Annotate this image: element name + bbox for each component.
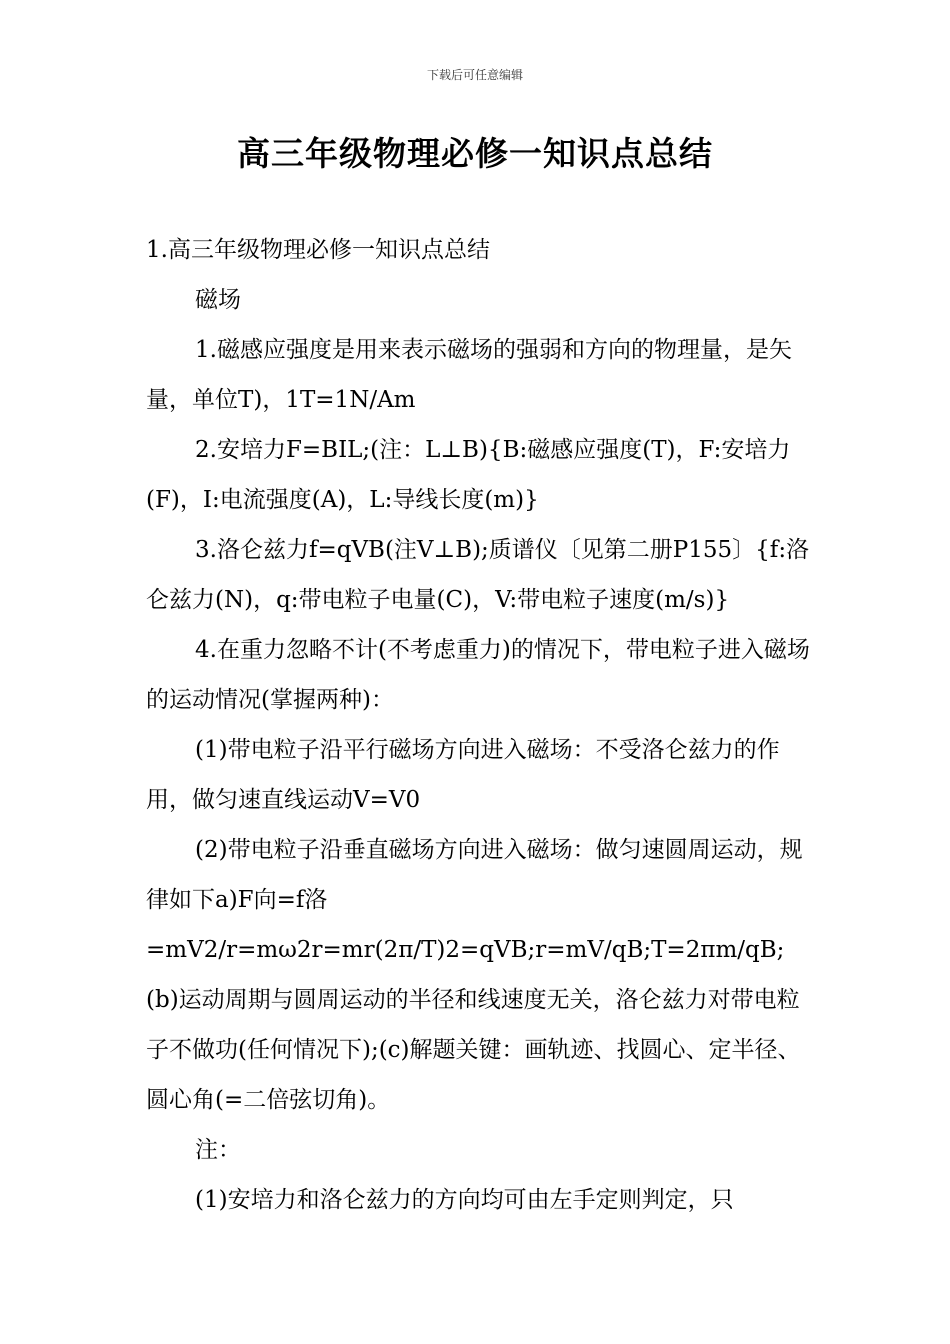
paragraph: 2.安培力F=BIL;(注：L⊥B){B:磁感应强度(T)，F:安培力(F)，I:电流强度(A)，L:导线长度(m)} <box>146 437 791 513</box>
paragraph: 4.在重力忽略不计(不考虑重力)的情况下，带电粒子进入磁场的运动情况(掌握两种)： <box>146 637 810 713</box>
note-label: 注： <box>195 1137 241 1163</box>
paragraph: (2)带电粒子沿垂直磁场方向进入磁场：做匀速圆周运动，规律如下a)F向=f洛=mV2/r=mω2r=mr(2π/T)2=qVB;r=mV/qB;T=2πm/qB;(b)运动周期与圆周运动的半径和线速度无关，洛仑兹力对带电粒子不做功(任何情况下);(c)解题关键：画轨迹、找圆心、定半径、圆心角(=二倍弦切角)。 <box>146 837 803 1113</box>
section-heading: 1.高三年级物理必修一知识点总结 <box>146 237 490 263</box>
document-body <box>146 225 810 1225</box>
subsection-heading: 磁场 <box>195 287 241 313</box>
document-title: 高三年级物理必修一知识点总结 <box>237 134 713 173</box>
paragraph: (1)带电粒子沿平行磁场方向进入磁场：不受洛仑兹力的作用，做匀速直线运动V=V0 <box>146 737 780 813</box>
paragraph: 3.洛仑兹力f=qVB(注V⊥B);质谱仪〔见第二册P155〕{f:洛仑兹力(N)，q:带电粒子电量(C)，V:带电粒子速度(m/s)} <box>146 537 810 613</box>
header-note: 下载后可任意编辑 <box>426 68 523 82</box>
paragraph: (1)安培力和洛仑兹力的方向均可由左手定则判定，只 <box>195 1187 734 1213</box>
paragraph: 1.磁感应强度是用来表示磁场的强弱和方向的物理量，是矢量，单位T)，1T=1N/Am <box>146 337 792 413</box>
